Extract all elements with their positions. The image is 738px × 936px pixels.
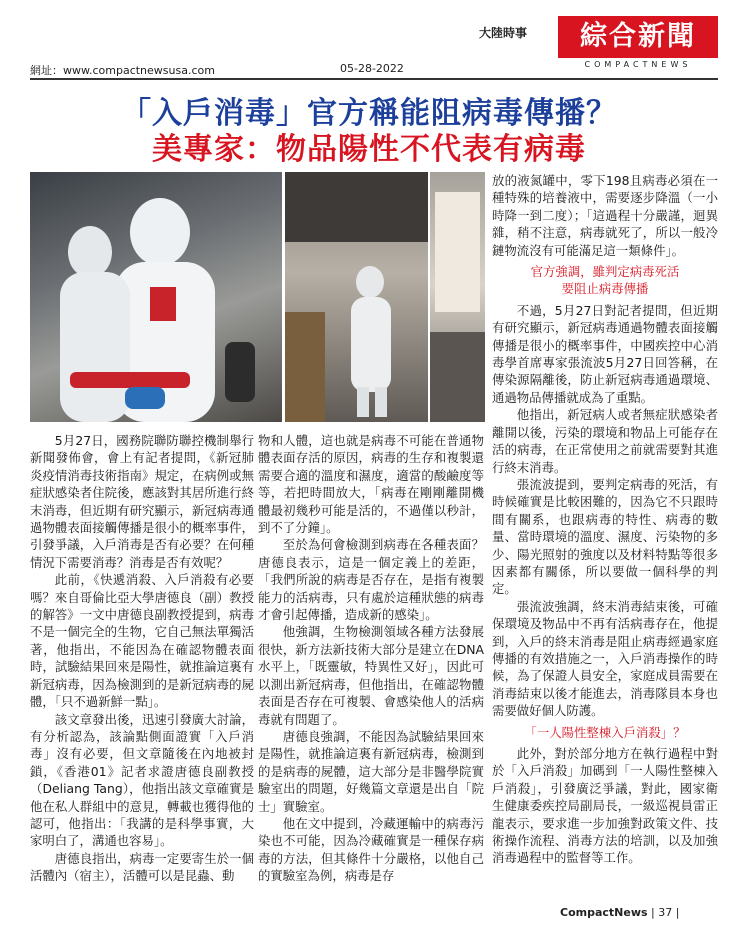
page-footer (560, 906, 679, 919)
paragraph: 他在文中提到，冷藏運輸中的病毒污染也不可能，因為冷藏確實是一種保存病毒的方法，但其條件十分嚴格，以他自己的實驗室為例，病毒是存 (258, 815, 484, 884)
paragraph: 他強調，生物檢測領域各種方法發展很快，新方法新技術大部分是建立在DNA水平上，「既靈敏，特異性又好」，因此可以測出新冠病毒，但他指出，在確認物體表面是否存在可複製、會感染他人的活病毒就有問題了。 (258, 624, 484, 727)
photo-disinfection-workers (30, 172, 282, 422)
paragraph: 他指出，新冠病人或者無症狀感染者離開以後，污染的環境和物品上可能存在活的病毒，在正常使用之前就需要對其進行終末消毒。 (492, 407, 718, 475)
article-column-1 (30, 432, 254, 885)
brand-logo: 綜合新聞 (558, 16, 718, 58)
section-label: 大陸時事 (479, 26, 528, 40)
headline-line2: 美專家：物品陽性不代表有病毒 (152, 132, 586, 167)
article-column-3 (492, 172, 718, 867)
subheading-1b: 要阻止病毒傳播 (561, 281, 649, 297)
photo-hallway-edge (430, 172, 485, 422)
paragraph: 張流波提到，要判定病毒的死活，有時候確實是比較困難的，因為它不只跟時間有關系，也跟病毒的特性、病毒的數量、當時環境的溫度、濕度、污染物的多少、陽光照射的強度以及材料特點等很多因素都有關係，所以要做一個科學的判定。 (492, 476, 718, 597)
paragraph: 放的液氮罐中，零下198且病毒必須在一種特殊的培養液中，需要逐步降溫（一小時降一到二度）；「這過程十分嚴謹，迴異雜，稍不注意，病毒就死了，所以一般冷鏈物流沒有可能滿足這一類條件」。 (492, 173, 718, 258)
paragraph: 至於為何會檢測到病毒在各種表面？唐德良表示，這是一個定義上的差距，「我們所說的病毒是否存在，是指有複製能力的活病毒，只有處於這種狀態的病毒才會引起傳播，造成新的感染」。 (258, 537, 484, 623)
paragraph: 此前，《快遞消殺、入戶消殺有必要嗎？來自哥倫比亞大學唐德良（副）教授的解答》一文中唐德良副教授提到，病毒不是一個完全的生物，它自己無法單獨活著，他指出，不能因為在確認物體表面時，試驗結果回來是陽性，就推論這裏有新冠病毒，因為檢測到的是新冠病毒的屍體，「只不過新鮮一點」。 (30, 572, 254, 710)
paragraph: 此外，對於部分地方在執行過程中對於「入戶消殺」加碼到「一人陽性整棟入戶消殺」，引發廣泛爭議，對此，國家衛生健康委疾控局副局長，一級巡視員雷正龍表示，要求進一步加強對政策文件、技術操作流程、消毒方法的培訓，以及加強消毒過程中的監督等工作。 (492, 746, 718, 866)
issue-date: 05-28-2022 (340, 62, 404, 75)
paragraph: 該文章發出後，迅速引發廣大討論，有分析認為，該論點側面證實「入戶消毒」沒有必要，但文章隨後在內地被封鎖，《香港01》記者求證唐德良副教授（Deliang Tang），他指出該文章確實是他在私人群組中的意見，轉載也獲得他的認可，他指出：「我講的是科學事實，大家明白了，溝通也容易」。 (30, 711, 254, 849)
header-rule (30, 78, 718, 80)
paragraph: 不過，5月27日對記者提問，但近期有研究顯示，新冠病毒通過物體表面接觸傳播是很小的概率事件，中國疾控中心消毒學首席專家張流波5月27日回答稱，在傳染源隔離後，防止新冠病毒通過環境、通過物品傳播就成為了重點。 (492, 302, 718, 405)
headline-line1: 「入戶消毒」官方稱能阻病毒傳播？ (121, 96, 617, 131)
article-column-2 (258, 432, 484, 885)
website-url: 網址：www.compactnewsusa.com (30, 64, 215, 77)
paragraph: 5月27日，國務院聯防聯控機制舉行新聞發佈會，會上有記者提問，《新冠肺炎疫情消毒技術指南》規定，在病例或無症狀感染者住院後，應該對其居所進行終末消毒，但近期有研究顯示，新冠病毒通過物體表面接觸傳播是很小的概率事件，引發爭議，入戶消毒是否有必要？在何種情況下需要消毒？消毒是否有效呢？ (30, 433, 254, 570)
photo-corridor-spraying (285, 172, 428, 422)
paragraph: 物和人體，這也就是病毒不可能在普通物體表面存活的原因，病毒的生存和複製還需要合適的溫度和濕度，適當的酸鹼度等等，若把時間放大，「病毒在剛剛離開機體最初幾秒可能是活的，不過僅以秒計，到不了分鐘」。 (258, 433, 484, 536)
subheading-2: 「一人陽性整棟入戶消殺」？ (524, 724, 686, 740)
footer-brand: CompactNews (560, 906, 648, 919)
paragraph: 唐德良強調，不能因為試驗結果回來是陽性，就推論這裏有新冠病毒，檢測到的是病毒的屍體，這大部分是非醫學院實驗室出的問題，好幾篇文章還是出自「院士」實驗室。 (258, 728, 484, 814)
page-number: | 37 | (651, 906, 680, 919)
brand-subtitle: COMPACTNEWS (584, 60, 692, 69)
subheading-1a: 官方強調，雖判定病毒死活 (530, 264, 680, 280)
paragraph: 張流波強調，終末消毒結束後，可確保環境及物品中不再有活病毒存在，他提到，入戶的終末消毒是阻止病毒經過家庭傳播的有效措施之一，入戶消毒操作的時候，為了保證人員安全，家庭成員需要在消毒結束以後才能進去，消毒隊員本身也需要做好個人防護。 (492, 598, 718, 719)
paragraph: 唐德良指出，病毒一定要寄生於一個活體內（宿主），活體可以是昆蟲、動 (30, 850, 254, 884)
